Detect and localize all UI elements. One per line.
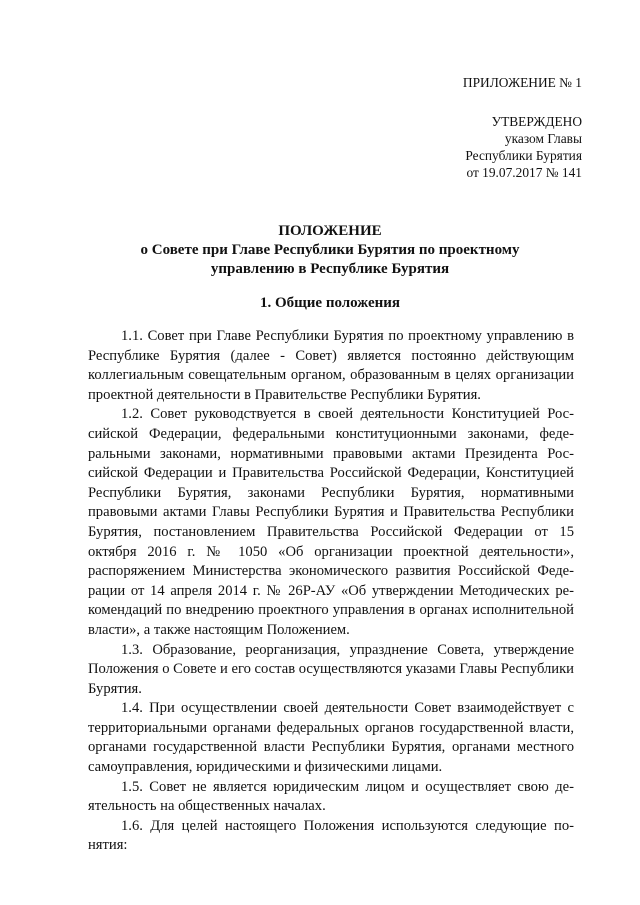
title-main: ПОЛОЖЕНИЕ — [278, 223, 382, 239]
decree-date-number: от 19.07.2017 № 141 — [466, 165, 582, 180]
paragraph-1-2: 1.2. Совет руководствуется в своей деятельности Конституцией Российской Федерации, федеральными конституционными законами, федеральными законами, нормативными правовыми актами Президента Российской Федерации и Правительства Российской Федерации, Конституцией Республики Бурятия, законами Республики Бурятия, нормативными правовыми актами Главы Республики Бурятия и Правительства Республики Бурятия, постановлением Правительства Российской Федерации от 15 октября 2016 г. № 1050 «Об организации проектной деятельности», распоряжением Министерства экономического развития Российской Федерации от 14 апреля 2014 г. № 26Р-АУ «Об утверждении Методических рекомендаций по внедрению проектного управления в органах исполнительной власти», а также настоящим Положением. — [88, 406, 574, 638]
title-line-2: о Совете при Главе Республики Бурятия по проектному — [140, 242, 520, 258]
paragraph-1-4: 1.4. При осуществлении своей деятельности Совет взаимодействует с территориальными органами федеральных органов государственной власти, органами государственной власти Республики Бурятия, органами местного самоуправления, юридическими и физическими лицами. — [88, 700, 574, 776]
title-line-3: управлению в Республике Бурятия — [210, 261, 450, 277]
paragraph-1-3: 1.3. Образование, реорганизация, упразднение Совета, утверждение Положения о Совете и его состав осуществляются указами Главы Республики Бурятия. — [88, 641, 574, 697]
document-body — [88, 327, 574, 856]
approved-label: УТВЕРЖДЕНО — [491, 114, 582, 129]
approval-stamp — [382, 74, 582, 181]
republic-label: Республики Бурятия — [465, 148, 582, 163]
section-heading: 1. Общие положения — [259, 295, 401, 311]
paragraph-1-6: 1.6. Для целей настоящего Положения используются следующие понятия: — [88, 817, 574, 854]
paragraph-1-5: 1.5. Совет не является юридическим лицом и осуществляет свою деятельность на общественных началах. — [88, 778, 574, 815]
paragraph-1-1: 1.1. Совет при Главе Республики Бурятия по проектному управлению в Республике Бурятия (далее - Совет) является постоянно действующим коллегиальным совещательным органом, образованным в целях организации проектной деятельности в Правительстве Республики Бурятия. — [88, 328, 574, 403]
decree-label: указом Главы — [504, 131, 582, 146]
appendix-label: ПРИЛОЖЕНИЕ № 1 — [462, 75, 582, 90]
document-title — [90, 222, 570, 279]
